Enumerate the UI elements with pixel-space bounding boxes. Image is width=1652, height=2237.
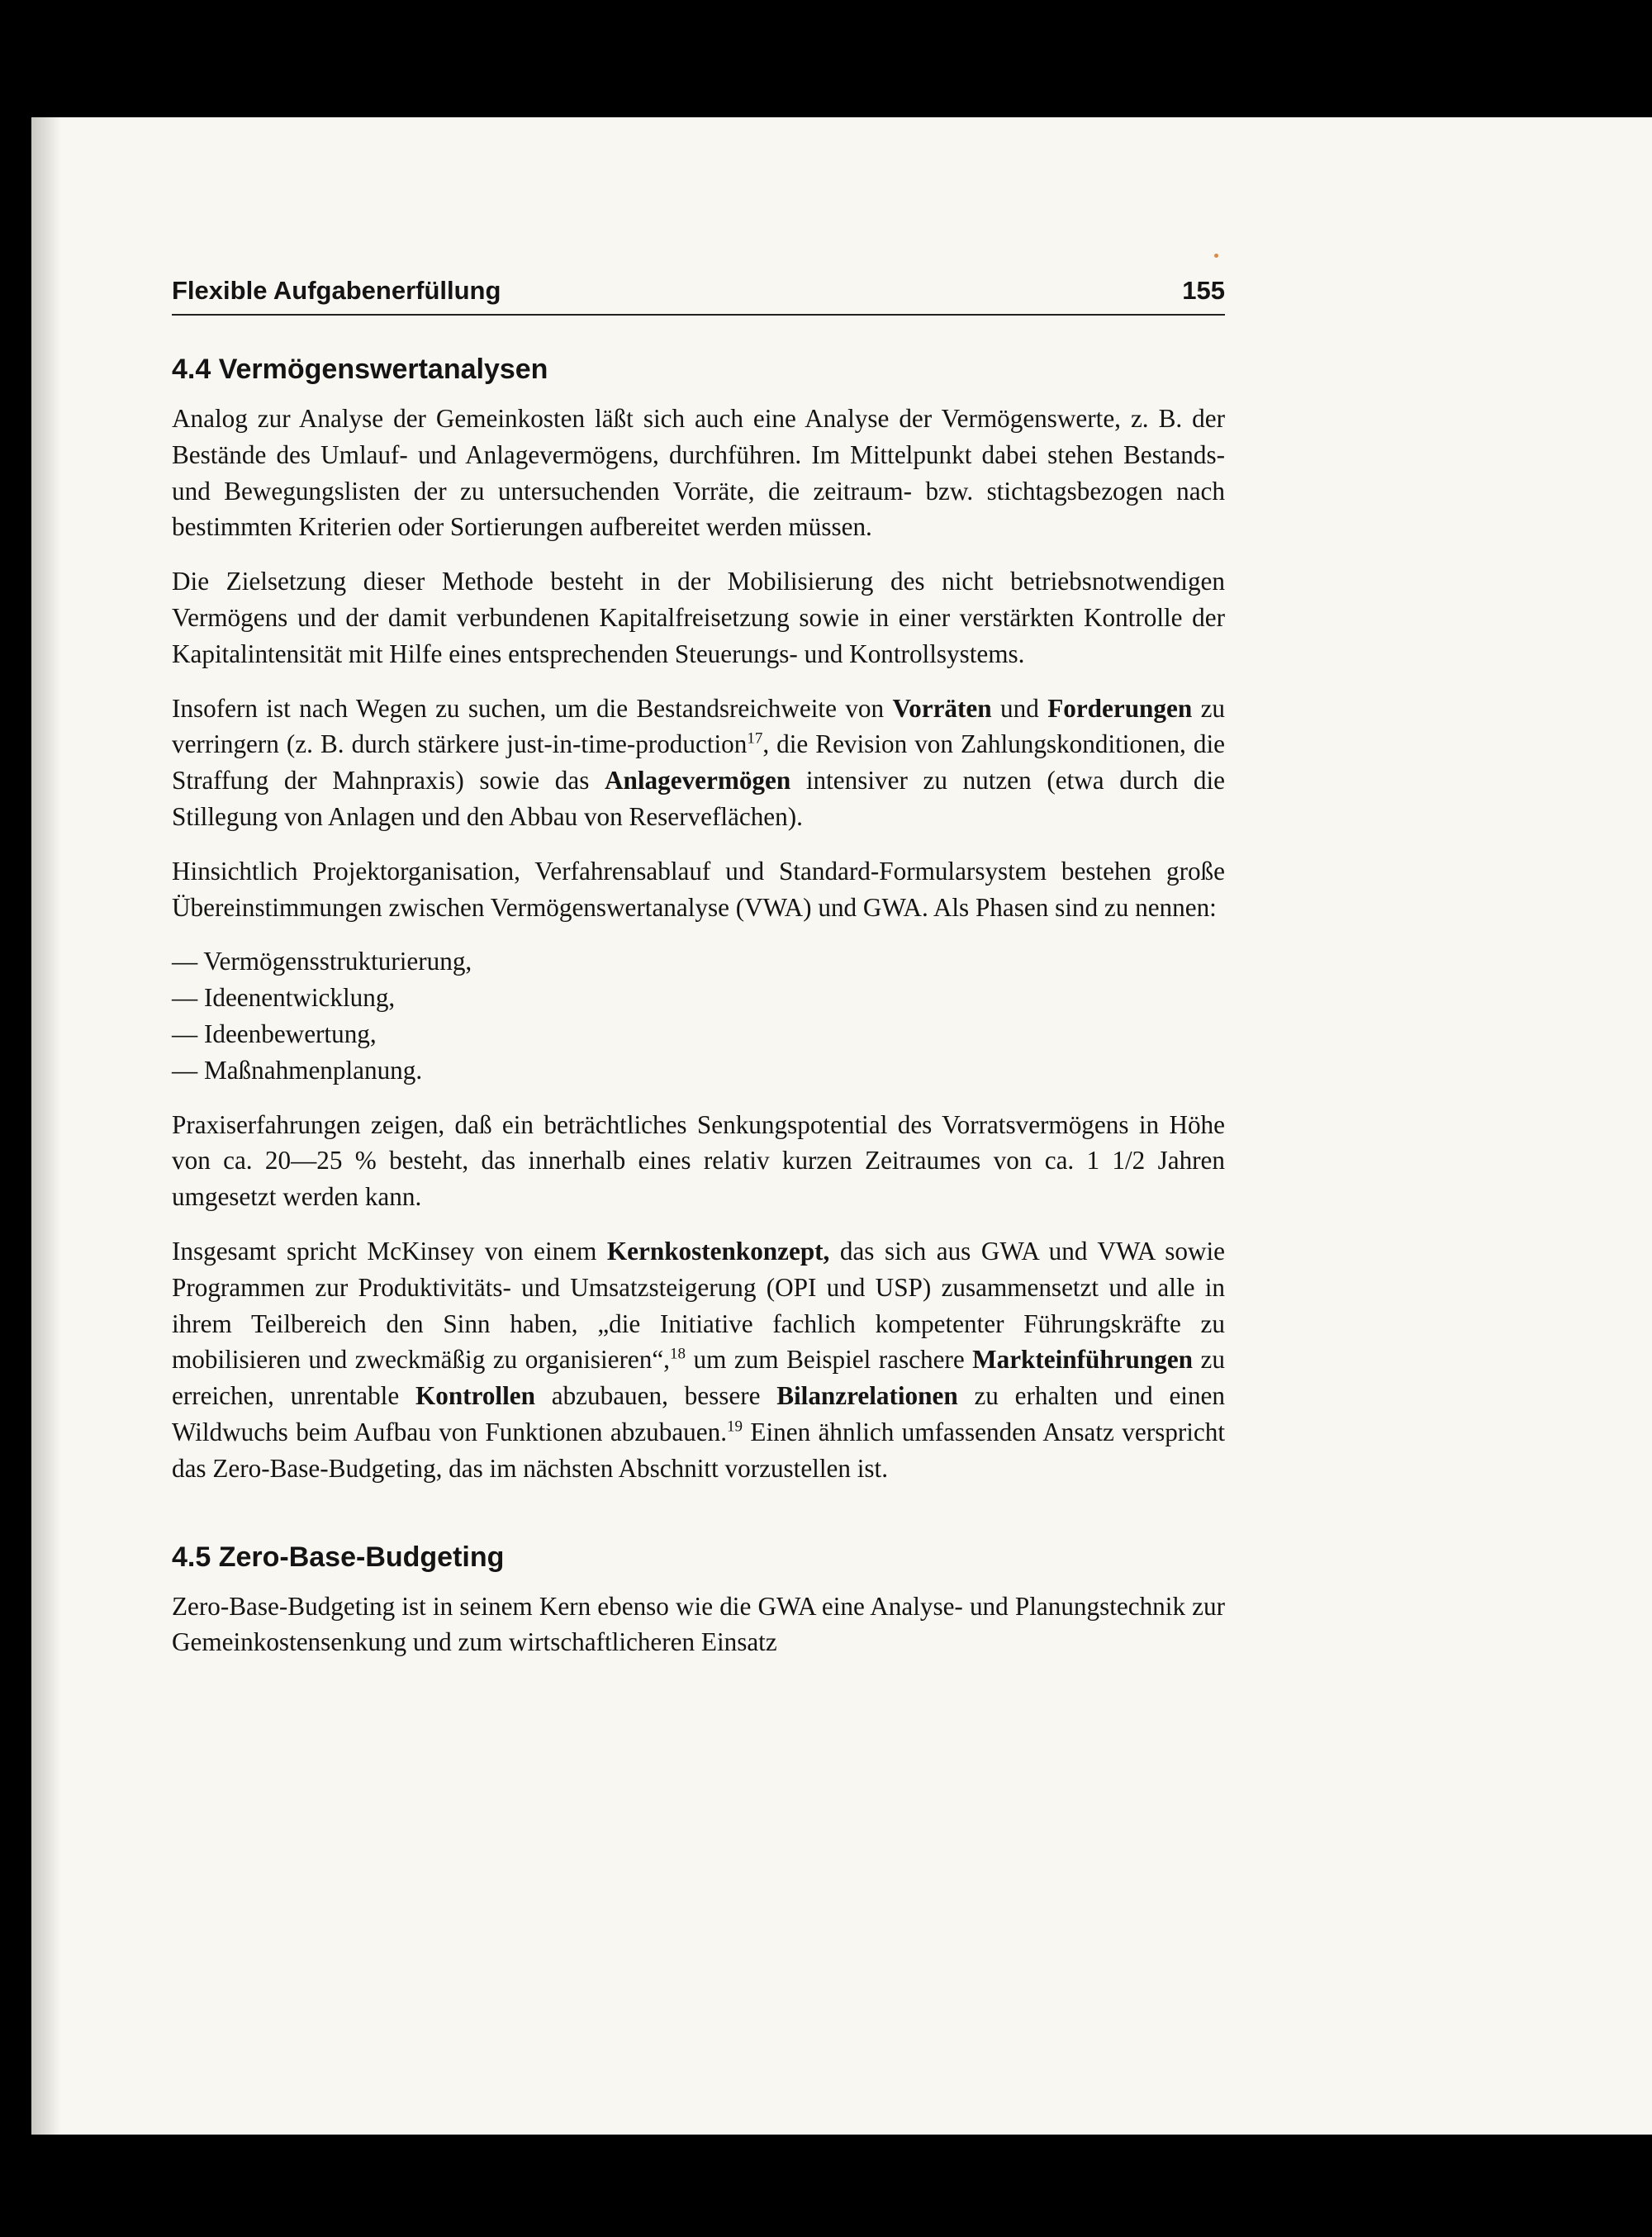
running-header [172,276,1225,316]
bold-term-markteinfuehrungen: Markteinführungen [972,1345,1194,1375]
bold-term-bilanzrelationen: Bilanzrelationen [776,1381,958,1411]
paragraph-5: Praxiserfahrungen zeigen, daß ein beträchtliches Senkungspotential des Vorratsvermögens in Höhe von ca. 20—25 % besteht, das innerhalb eines relativ kurzen Zeitraumes von ca. 1 1/2 Jahren umgesetzt werden kann. [172,1109,1225,1212]
bold-term-kernkostenkonzept: Kernkostenkonzept, [606,1236,830,1266]
list-item: — Ideenbewertung, [172,1016,1225,1052]
footnote-ref-18: 18 [669,1345,686,1363]
text-segment: um zum Beispiel raschere [685,1345,973,1375]
footnote-ref-17: 17 [747,729,763,748]
book-page [31,117,1652,2135]
list-item: — Maßnahmenplanung. [172,1052,1225,1089]
phase-list [172,943,1225,1088]
paragraph-3 [172,691,1225,835]
text-segment: zu erhalten und einen Wildwuchs beim Aufbau von Funktionen abzubauen. [172,1381,1225,1446]
text-segment: Insofern ist nach Wegen zu suchen, um die Bestandsreichweite von [172,693,893,723]
paragraph-4: Hinsichtlich Projektorganisation, Verfahrensablauf und Standard-Formularsystem bestehen große Übereinstimmungen zwischen Vermögenswertanalyse (VWA) und GWA. Als Phasen sind zu nennen: [172,856,1225,922]
section-title-4-5: 4.5 Zero-Base-Budgeting [172,1541,505,1573]
section-title-4-4: 4.4 Vermögenswertanalysen [172,354,548,385]
text-segment: abzubauen, bessere [534,1381,777,1411]
text-segment: das sich aus GWA und VWA sowie Programmen zur Produktivitäts- und Umsatzsteigerung (OPI und USP) zusammensetzt und alle in ihrem Teilbereich den Sinn haben, „die Initiative fachlich kompetenter Führungskräfte zu mobilisieren und zweckmäßig zu organisieren“, [172,1236,1226,1375]
text-segment: und [991,693,1048,723]
page-number: 155 [1182,276,1225,305]
bold-term-forderungen: Forderungen [1047,693,1193,723]
bold-term-anlagevermoegen: Anlagevermögen [605,766,791,796]
page-content [172,276,1225,1679]
text-segment: , die Revision von Zahlungskonditionen, die Straffung der Mahnpraxis) sowie das [172,729,1225,796]
text-segment: Einen ähnlich umfassenden Ansatz verspricht das Zero-Base-Budgeting, das im nächsten Abschnitt vorzustellen ist. [172,1417,1226,1483]
text-segment: Insgesamt spricht McKinsey von einem [172,1236,607,1266]
text-segment: intensiver zu nutzen (etwa durch die Stillegung von Anlagen und den Abbau von Reserveflächen). [172,766,1226,831]
list-item: — Ideenentwicklung, [172,980,1225,1016]
paragraph-2: Die Zielsetzung dieser Methode besteht in der Mobilisierung des nicht betriebsnotwendigen Vermögens und der damit verbundenen Kapitalfreisetzung sowie in einer verstärkten Kontrolle der Kapitalintensität mit Hilfe eines entsprechenden Steuerungs- und Kontrollsystems. [172,567,1225,668]
running-title: Flexible Aufgabenerfüllung [172,276,501,305]
text-segment: zu erreichen, unrentable [172,1345,1225,1411]
list-item: — Vermögensstrukturierung, [172,943,1225,980]
text-segment: zu verringern (z. B. durch stärkere just-in-time-production [172,693,1226,759]
footnote-ref-19: 19 [727,1418,743,1436]
bold-term-kontrollen: Kontrollen [415,1381,535,1411]
paragraph-7: Zero-Base-Budgeting ist in seinem Kern ebenso wie die GWA eine Analyse- und Planungstechnik zur Gemeinkostensenkung und zum wirtschaftlicheren Einsatz [172,1591,1225,1657]
paragraph-6 [172,1233,1225,1487]
bold-term-vorraeten: Vorräten [892,693,992,723]
page-binding-shadow [31,117,61,2135]
page-speck [1214,254,1218,258]
paragraph-1: Analog zur Analyse der Gemeinkosten läßt sich auch eine Analyse der Vermögenswerte, z. B. der Bestände des Umlauf- und Anlagevermögens, durchführen. Im Mittelpunkt dabei stehen Bestands- und Bewegungslisten der zu untersuchenden Vorräte, die zeitraum- bzw. stichtagsbezogen nach bestimmten Kriterien oder Sortierungen aufbereitet werden müssen. [172,404,1225,542]
